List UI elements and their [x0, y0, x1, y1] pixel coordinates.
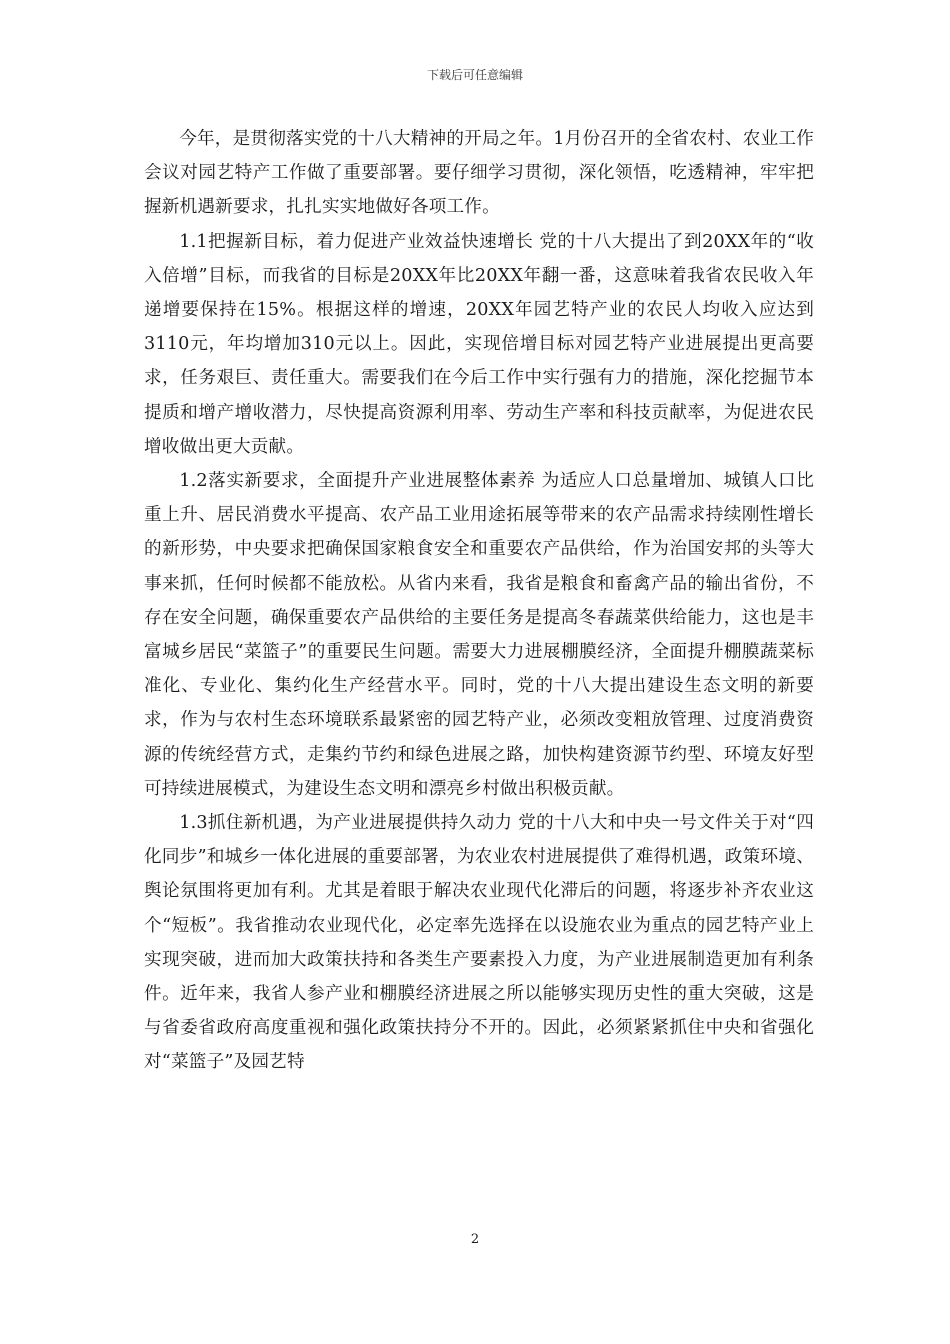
page-number: 2 [470, 1232, 480, 1247]
paragraph-section-1-1: 1.1把握新目标，着力促进产业效益快速增长 党的十八大提出了到20XX年的“收入倍增”目标，而我省的目标是20XX年比20XX年翻一番，这意味着我省农民收入年递增要保持在15%。根据这样的增速，20XX年园艺特产业的农民人均收入应达到3110元，年均增加310元以上。因此，实现倍增目标对园艺特产业进展提出更高要求，任务艰巨、责任重大。需要我们在今后工作中实行强有力的措施，深化挖掘节本提质和增产增收潜力，尽快提高资源利用率、劳动生产率和科技贡献率，为促进农民增收做出更大贡献。 [144, 231, 814, 457]
paragraph-section-1-3: 1.3抓住新机遇，为产业进展提供持久动力 党的十八大和中央一号文件关于对“四化同步”和城乡一体化进展的重要部署，为农业农村进展提供了难得机遇，政策环境、舆论氛围将更加有利。尤其是着眼于解决农业现代化滞后的问题，将逐步补齐农业这个“短板”。我省推动农业现代化，必定率先选择在以设施农业为重点的园艺特产业上实现突破，进而加大政策扶持和各类生产要素投入力度，为产业进展制造更加有利条件。近年来，我省人参产业和棚膜经济进展之所以能够实现历史性的重大突破，这是与省委省政府高度重视和强化政策扶持分不开的。因此，必须紧紧抓住中央和省强化对“菜篮子”及园艺特 [144, 813, 814, 1073]
document-body [144, 122, 814, 1080]
page-header: 下载后可任意编辑 [426, 68, 523, 82]
paragraph-intro: 今年，是贯彻落实党的十八大精神的开局之年。1月份召开的全省农村、农业工作会议对园艺特产工作做了重要部署。要仔细学习贯彻，深化领悟，吃透精神，牢牢把握新机遇新要求，扎扎实实地做好各项工作。 [144, 129, 814, 218]
paragraph-section-1-2: 1.2落实新要求，全面提升产业进展整体素养 为适应人口总量增加、城镇人口比重上升、居民消费水平提高、农产品工业用途拓展等带来的农产品需求持续刚性增长的新形势，中央要求把确保国家粮食安全和重要农产品供给，作为治国安邦的头等大事来抓，任何时候都不能放松。从省内来看，我省是粮食和畜禽产品的输出省份，不存在安全问题，确保重要农产品供给的主要任务是提高冬春蔬菜供给能力，这也是丰富城乡居民“菜篮子”的重要民生问题。需要大力进展棚膜经济，全面提升棚膜蔬菜标准化、专业化、集约化生产经营水平。同时，党的十八大提出建设生态文明的新要求，作为与农村生态环境联系最紧密的园艺特产业，必须改变粗放管理、过度消费资源的传统经营方式，走集约节约和绿色进展之路，加快构建资源节约型、环境友好型可持续进展模式，为建设生态文明和漂亮乡村做出积极贡献。 [144, 471, 814, 799]
